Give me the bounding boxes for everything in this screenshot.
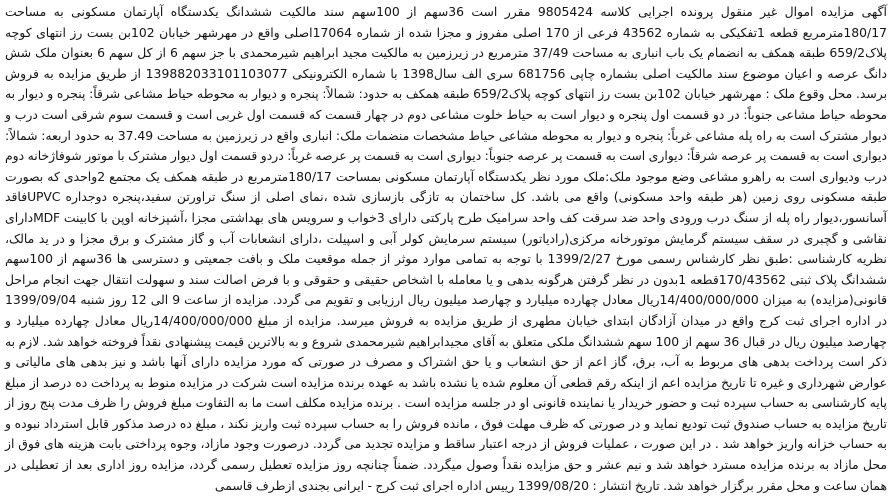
auction-notice-text: آگهی مزایده اموال غیر منقول پرونده اجرایی کلاسه 9805424 مقرر است 36سهم از 100سهم سند مالکیت ششدانگ یکدستگاه آپارتمان مسکونی به مساحت 180/17مترمربع قطعه 1تفکیکی به شماره 43562 فرعی از 170 اصلی مفروز و مجزا شده از شماره 17064اصلی واقع در مهرشهر خیابان 102بن بست رز انتهای کوچه پلاک659/2 طبقه همکف به انضمام یک باب انباری به مساحت 37/49 مترمربع در زیرزمین به مالکیت مجید ابراهیم شیرمحمدی با جز سهم 6 از کل سهم 6 بعنوان ملک شش دانگ عرصه و اعیان موضوع سند مالکیت اصلی بشماره چاپی 681756 سری الف سال1398 با شماره الکترونیکی 139882033101103077 از طریق مزایده به فروش برسد. محل وقوع ملک : مهرشهر خیابان 102بن بست رز انتهای کوچه پلاک659/2 طبقه همکف به حدود: شمالاً: پنجره و دیوار به محوطه حیاط مشاعی شرقاً: پنجره و دیوار به محوطه حیاط مشاعی جنوباً: در دو قسمت اول پنجره و دیوار است به حیاط خلوت مشاعی دوم در چهار قسمت که قسمت اول غربی است و قسمت سوم شرقی است درب و دیوار مشترک است به راه پله مشاعی غرباً: پنجره و دیوار به محوطه مشاعی حیاط مشخصات منضمات ملک: انباری واقع در زیرزمین به مساحت 37.49 به حدود اربعه: شمالاً: دیواری است به قسمت پر عرصه شرقاً: دیواری است به قسمت پر عرصه جنوباً: دیواری است به قسمت پر عرصه غرباً: دردو قسمت اول دیوار مشترک با موتور شوفاژخانه دوم درب ودیواری است به راهرو مشاعی وضع موجود ملک:ملک مورد نظر یکدستگاه آپارتمان مسکونی بمساحت 180/17مترمربع در طبقه همکف یک مجتمع 2واحدی که بصورت طبقه مسکونی روی زمین (هر طبقه واحد مسکونی) واقع می باشد. کل ساختمان به تازگی بازسازی شده ،نمای اصلی از سنگ تراورتن سفید،پنجره دوجداره UPVCفاقد آسانسور،دیوار راه پله از سنگ درب ورودی واحد ضد سرقت کف واحد سرامیک طرح پارکتی دارای 3خواب و سرویس های بهداشتی مجزا ،آشپزخانه اوپن با کابینت MDFدارای نقاشی و گچبری در سقف سیستم گرمایش موتورخانه مرکزی(رادیاتور) سیستم سرمایش کولر آبی و اسپیلت ،دارای انشعابات آب و گاز مشترک و برق مجزا و در ید مالک، نظریه کارشناسی :طبق نظر کارشناس رسمی مورخ 1399/2/27 با توجه به تمامی موارد موثر از جمله موقعیت ملک و بافت جمعیتی و دسترسی ها 36سهم از 100سهم ششدانگ پلاک ثبتی 170/43562قطعه 1بدون در نظر گرفتن هرگونه بدهی و یا معامله با اشخاص حقیقی و حقوقی و با فرض اصالت سند و سهولت انتقال جهت انجام مراحل قانونی(مزایده) به میزان 14/400/000/000ریال معادل چهارده میلیارد و چهارصد میلیون ریال ارزیابی و تقویم می گردد. مزایده از ساعت 9 الی 12 روز شنبه 1399/09/04 در اداره اجرای ثبت کرج واقع در میدان آزادگان ابتدای خیابان مطهری از طریق مزایده به فروش میرسد. مزایده از مبلغ 14/400/000/000ریال معادل چهارده میلیارد و چهارصد میلیون ریال در قبال 36 سهم از 100 سهم ششدانگ ملکی متعلق به آقای مجیدابراهیم شیرمحمدی شروع و به بالاترین قیمت پیشنهادی نقداً فروخته خواهد شد. لازم به ذکر است پرداخت بدهی های مربوط به آب، برق، گاز اعم از حق انشعاب و یا حق اشتراک و مصرف در صورتی که مورد مزایده دارای آنها باشد و نیز بدهی های مالیاتی و عوارض شهرداری و غیره تا تاریخ مزایده اعم از اینکه رقم قطعی آن معلوم شده یا نشده باشد به عهده برنده مزایده است شرکت در مزایده منوط به پرداخت ده درصد از مبلغ پایه کارشناسی به حساب سپرده ثبت و حضور خریدار یا نماینده قانونی او در جلسه مزایده است . برنده مزایده مکلف است ما به التفاوت مبلغ فروش را ظرف مدت پنج روز از تاریخ مزایده به حساب صندوق ثبت تودیع نماید و در صورتی که ظرف مهلت فوق ، مانده فروش را به حساب سپرده ثبت واریز نکند ، مبلغ ده درصد مذکور قابل استرداد نبوده و به حساب خزانه واریز خواهد شد . در این صورت ، عملیات فروش از درجه اعتبار ساقط و مزایده تجدید می گردد. درصورت وجود مازاد، وجوه پرداختی بابت هزینه های فوق از محل مازاد به برنده مزایده مسترد خواهد شد و نیم عشر و حق مزایده نقداً وصول میگردد. ضمناً چنانچه روز مزایده تعطیل رسمی گردد، مزایده روز اداری بعد از تعطیلی در همان ساعت و محل مقرر برگزار خواهد شد. تاریخ انتشار : 1399/08/20 رییس اداره اجرای ثبت کرج - ایرانی بجندی ازطرف قاسمی [5, 4, 888, 493]
